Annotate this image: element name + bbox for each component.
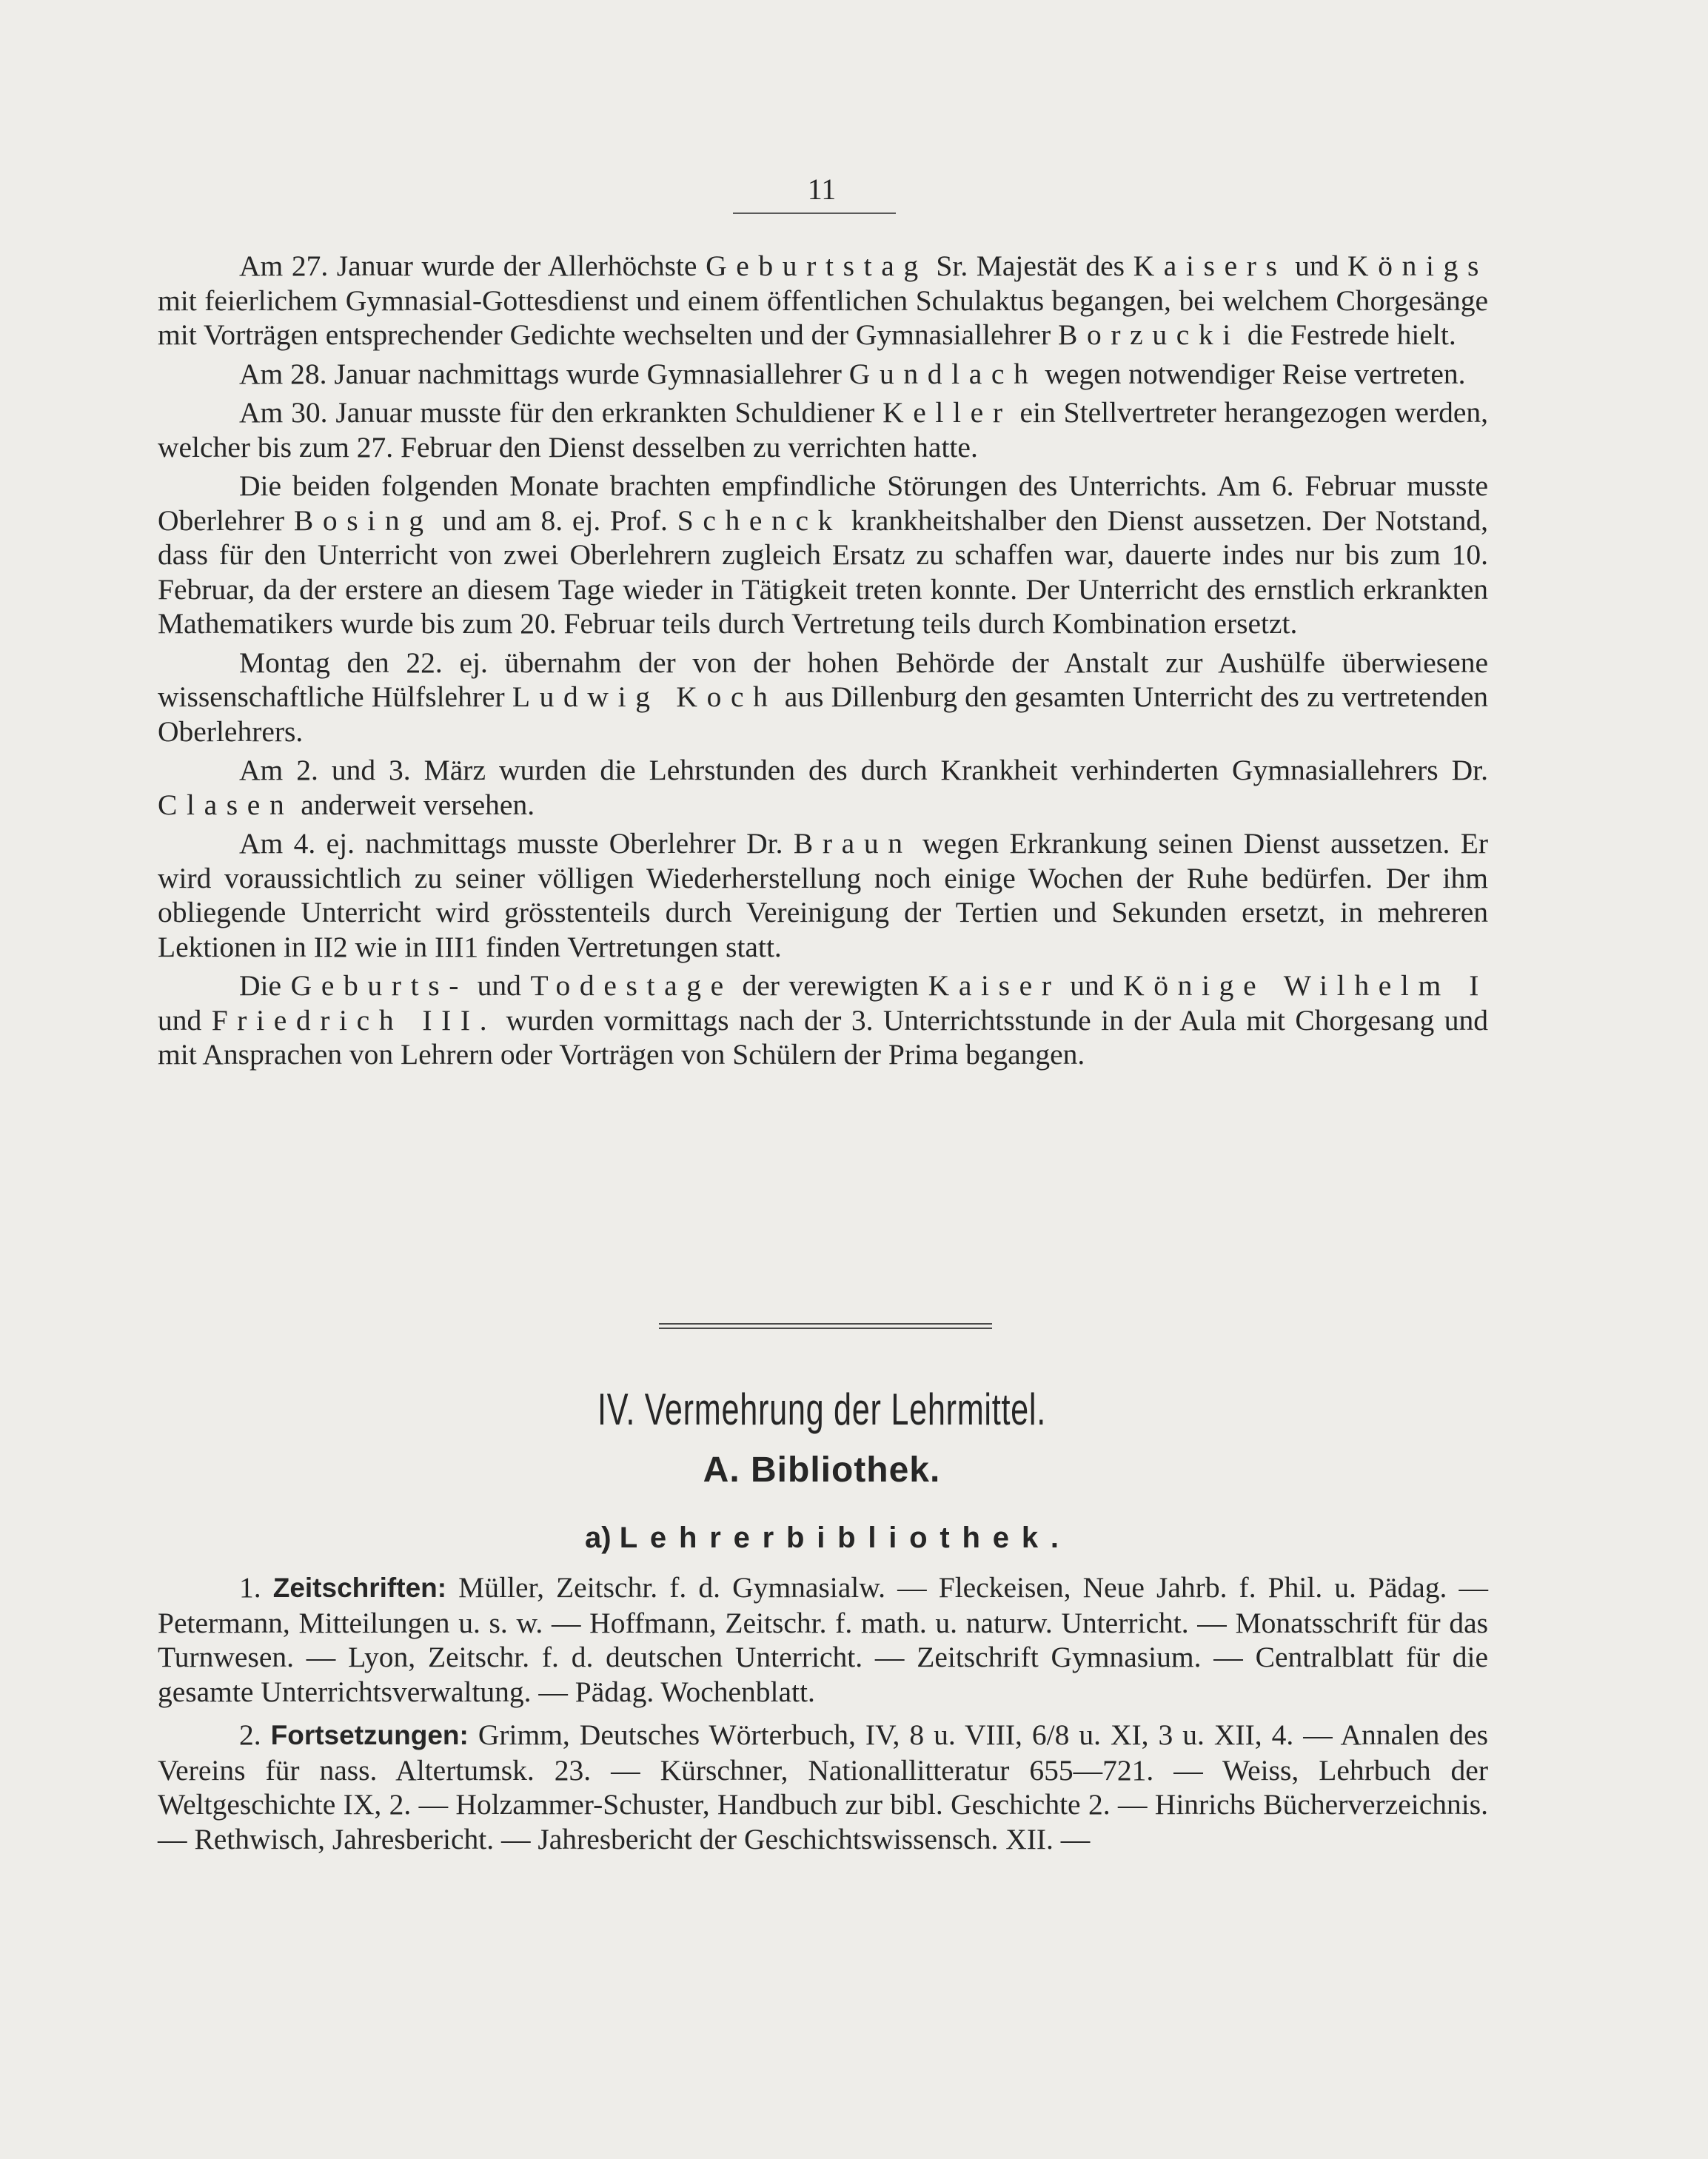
section-title: IV. Vermehrung der Lehrmittel. bbox=[597, 1385, 1046, 1434]
paragraph bbox=[158, 469, 1488, 641]
spaced-text: Keller bbox=[883, 396, 1012, 429]
text-run: wegen Erkrankung seinen Dienst aussetzen. Er wird voraussichtlich zu seiner völligen Wiederherstellung noch einige Wochen der Ruhe bedürfen. Der ihm obliegende Unterricht wird grösstenteils durch Vereinigung der Tertien und Sekunden ersetzt, in mehreren Lektionen in II2 wie in III1 finden Vertretungen statt. bbox=[158, 827, 1488, 963]
list-item bbox=[158, 1718, 1488, 1856]
text-run: wurden vormittags nach der 3. Unterrichtsstunde in der Aula mit Chorgesang und mit Ansprachen von Lehrern oder Vorträgen von Schülern der Prima begangen. bbox=[158, 1003, 1488, 1071]
subsection-title: A. Bibliothek. bbox=[703, 1450, 941, 1490]
paragraph bbox=[158, 826, 1488, 964]
text-run: Am 28. Januar nachmittags wurde Gymnasiallehrer bbox=[239, 357, 849, 390]
paragraph bbox=[158, 753, 1488, 822]
text-run: Montag den 22. ej. übernahm der von der hohen Behörde der Anstalt zur Aushülfe überwiesene wissenschaftliche Hülfslehrer bbox=[158, 646, 1488, 713]
text-run: aus Dillenburg den gesamten Unterricht des zu vertretenden Oberlehrers. bbox=[158, 680, 1488, 748]
separator-rule bbox=[659, 1323, 992, 1325]
spaced-text: Ludwig Koch bbox=[512, 680, 777, 713]
text-run: und bbox=[158, 1003, 212, 1037]
subsubsection-title bbox=[0, 1519, 1644, 1556]
spaced-text: Todestage bbox=[530, 969, 733, 1002]
text-run: und bbox=[468, 969, 531, 1002]
paragraph bbox=[158, 357, 1488, 392]
spaced-text: Geburtstag bbox=[706, 250, 928, 282]
item-text: Müller, Zeitschr. f. d. Gymnasialw. — Fleckeisen, Neue Jahrb. f. Phil. u. Pädag. — Petermann, Mitteilungen u. s. w. — Hoffmann, Zeitschr. f. math. u. naturw. Unterricht. — Monatsschrift für das Turnwesen. — Lyon, Zeitschr. f. d. deutschen Unterricht. — Zeitschrift Gymnasium. — Centralblatt für die gesamte Unterrichtsverwaltung. — Pädag. Wochenblatt. bbox=[158, 1571, 1489, 1708]
paragraph bbox=[158, 646, 1488, 749]
text-run: ein Stellvertreter herangezogen werden, welcher bis zum 27. Februar den Dienst desselben zu verrichten hatte. bbox=[158, 396, 1488, 463]
list-item bbox=[158, 1570, 1488, 1709]
spaced-text: Bosing bbox=[293, 503, 433, 537]
item-label: Zeitschriften: bbox=[272, 1573, 447, 1603]
text-run: Die bbox=[239, 969, 291, 1002]
text-run: und am 8. ej. Prof. bbox=[432, 503, 677, 537]
spaced-text: Clasen bbox=[158, 788, 294, 821]
text-run: anderweit versehen. bbox=[293, 788, 535, 821]
library-list bbox=[158, 1570, 1488, 1865]
spaced-text: Schenck bbox=[677, 503, 843, 537]
text-run: Sr. Majestät des bbox=[927, 250, 1133, 282]
spaced-text: Lehrerbibliothek bbox=[619, 1522, 1051, 1554]
spaced-text: Königs bbox=[1347, 250, 1488, 282]
spaced-text: Borzucki bbox=[1058, 318, 1240, 351]
text-run: mit feierlichem Gymnasial-Gottesdienst und einem öffentlichen Schulaktus begangen, bei welchem Chorgesänge mit Vorträgen entsprechender Gedichte wechselten und der Gymnasiallehrer bbox=[158, 284, 1488, 351]
paragraph bbox=[158, 968, 1488, 1072]
text-run: Am 27. Januar wurde der Allerhöchste bbox=[239, 250, 706, 282]
item-text: Grimm, Deutsches Wörterbuch, IV, 8 u. VIII, 6/8 u. XI, 3 u. XII, 4. — Annalen des Vereins für nass. Altertumsk. 23. — Kürschner, Nationallitteratur 655—721. — Weiss, Lehrbuch der Weltgeschichte IX, 2. — Holzammer-Schuster, Handbuch zur bibl. Geschichte 2. — Hinrichs Bücherverzeichnis. — Rethwisch, Jahresbericht. — Jahresbericht der Geschichtswissensch. XII. — bbox=[158, 1718, 1488, 1855]
text-run: a) bbox=[585, 1522, 620, 1554]
item-number: 2. bbox=[239, 1718, 261, 1751]
text-run: der verewigten bbox=[732, 969, 928, 1002]
spaced-text: Gundlach bbox=[848, 357, 1038, 390]
text-run: die Festrede hielt. bbox=[1239, 318, 1456, 351]
text-run: Am 30. Januar musste für den erkrankten Schuldiener bbox=[239, 396, 883, 429]
page-number-rule bbox=[733, 212, 896, 214]
item-number: 1. bbox=[239, 1571, 261, 1604]
text-run: Am 4. ej. nachmittags musste Oberlehrer Dr. bbox=[239, 827, 794, 860]
separator-rule bbox=[659, 1328, 992, 1329]
paragraph bbox=[158, 249, 1488, 352]
spaced-text: Kaisers bbox=[1133, 250, 1287, 282]
item-label: Fortsetzungen: bbox=[270, 1720, 469, 1750]
spaced-text: Geburts- bbox=[290, 969, 469, 1002]
text-run: . bbox=[1050, 1522, 1059, 1554]
chronicle-text bbox=[158, 249, 1488, 1077]
text-run: und bbox=[1060, 969, 1124, 1002]
spaced-text: Kaiser bbox=[928, 969, 1061, 1002]
spaced-text: Könige Wilhelm I bbox=[1123, 969, 1488, 1002]
text-run: Am 2. und 3. März wurden die Lehrstunden des durch Krankheit verhinderten Gymnasiallehrers Dr. bbox=[239, 754, 1488, 786]
text-run: Die beiden folgenden Monate brachten empfindliche Störungen des Unterrichts. Am 6. Februar musste Oberlehrer bbox=[158, 469, 1488, 537]
spaced-text: Braun bbox=[793, 827, 912, 860]
text-run: krankheitshalber den Dienst aussetzen. Der Notstand, dass für den Unterricht von zwei Oberlehrern zugleich Ersatz zu schaffen war, dauerte indes nur bis zum 10. Februar, da der erstere an diesem Tage wieder in Tätigkeit treten konnte. Der Unterricht des ernstlich erkrankten Mathematikers wurde bis zum 20. Februar teils durch Vertretung teils durch Kombination ersetzt. bbox=[158, 503, 1489, 640]
text-run: und bbox=[1286, 250, 1348, 282]
page-number: 11 bbox=[807, 173, 837, 206]
spaced-text: Friedrich III. bbox=[211, 1003, 497, 1037]
paragraph bbox=[158, 395, 1488, 464]
text-run: wegen notwendiger Reise vertreten. bbox=[1037, 357, 1466, 390]
